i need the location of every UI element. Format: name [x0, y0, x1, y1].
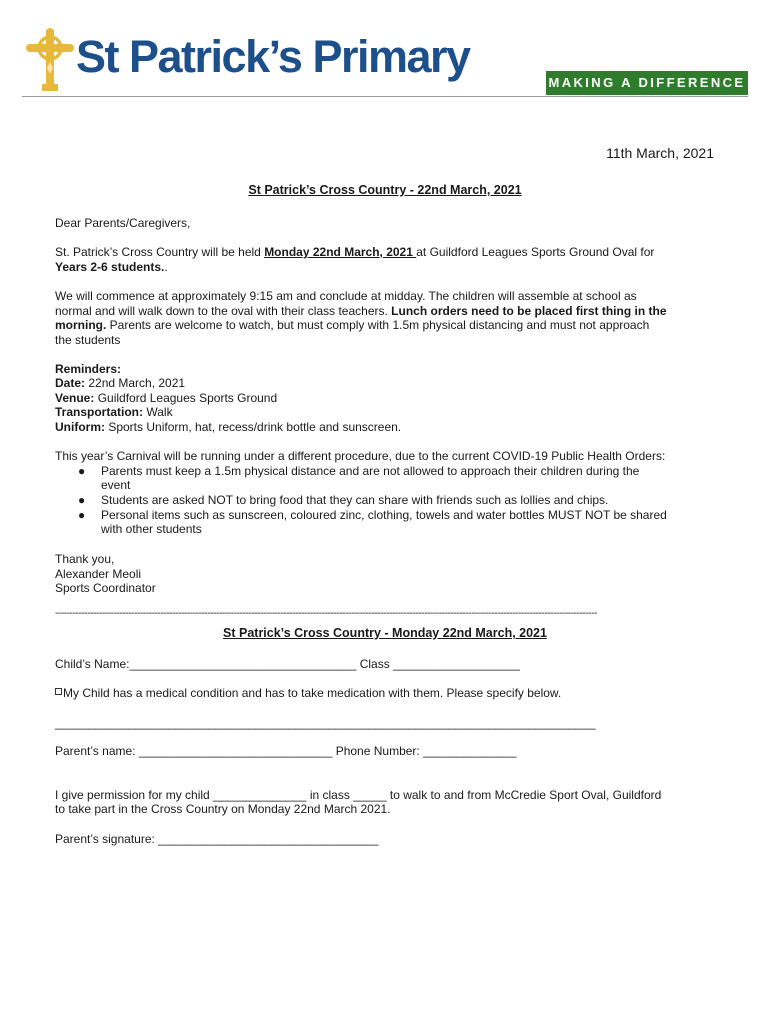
bullet-2-line-1: Students are asked NOT to bring food that they can share with friends such as lollies and chips.: [101, 493, 609, 507]
medical-checkbox[interactable]: [55, 688, 62, 695]
intro-text: St. Patrick’s Cross Country will be held: [55, 245, 265, 259]
school-name: St Patrick’s Primary: [76, 31, 470, 82]
child-name-field[interactable]: Child’s Name:__________________________________ Class ___________________: [55, 657, 520, 671]
para2-text-cont: Parents are welcome to watch, but must comply with 1.5m physical distancing and must not approach: [106, 318, 650, 332]
intro-period: .: [164, 260, 168, 274]
lunch-orders-emphasis: Lunch orders need to be placed first thing in the: [391, 304, 667, 318]
reminder-date-label: Date:: [55, 376, 86, 390]
reminder-venue-value: Guildford Leagues Sports Ground: [94, 391, 278, 405]
para2-line-1: We will commence at approximately 9:15 am and conclude at midday. The children will assemble at school as: [55, 289, 637, 303]
tear-off-divider: -----------------------------------------------------------------------------------------------------------------------------------------------------------------------------------------: [55, 608, 598, 619]
para2-line-4: the students: [55, 333, 121, 347]
bullet-1-line-2: event: [101, 478, 131, 492]
para2-text: normal and will walk down to the oval with their class teachers.: [55, 304, 392, 318]
reminders-heading: Reminders:: [55, 362, 122, 376]
permission-line-2: to take part in the Cross Country on Monday 22nd March 2021.: [55, 802, 391, 816]
para2-line-2: [55, 304, 667, 319]
bullet-1-line-1: Parents must keep a 1.5m physical distance and are not allowed to approach their children during the: [101, 464, 640, 478]
form-title: St Patrick’s Cross Country - Monday 22nd March, 2021: [223, 626, 547, 640]
covid-intro: This year’s Carnival will be running under a different procedure, due to the current COVID-19 Public Health Orders:: [55, 449, 666, 463]
intro-line-2: [55, 260, 168, 275]
event-date-emphasis: Monday 22nd March, 2021: [264, 245, 417, 259]
signoff-role: Sports Coordinator: [55, 581, 156, 595]
reminder-transport-value: Walk: [143, 405, 173, 419]
bullet-3-line-1: Personal items such as sunscreen, coloured zinc, clothing, towels and water bottles MUST NOT be shared: [101, 508, 667, 522]
parent-signature-field[interactable]: Parent’s signature: _________________________________: [55, 832, 379, 846]
medical-condition-row[interactable]: [55, 686, 561, 701]
signoff-name: Alexander Meoli: [55, 567, 142, 581]
years-emphasis: Years 2-6 students.: [55, 260, 165, 274]
reminder-venue: [55, 391, 277, 406]
header-divider: [22, 96, 748, 97]
parent-name-phone-field[interactable]: Parent’s name: _____________________________ Phone Number: ______________: [55, 744, 517, 758]
reminder-uniform-value: Sports Uniform, hat, recess/drink bottle and sunscreen.: [105, 420, 402, 434]
letter-date: 11th March, 2021: [606, 145, 714, 161]
reminder-transport-label: Transportation:: [55, 405, 144, 419]
signoff-thanks: Thank you,: [55, 552, 115, 566]
bullet-icon: ●: [78, 508, 86, 522]
permission-line-1[interactable]: I give permission for my child ______________ in class _____ to walk to and from McCredie Sport Oval, Guildford: [55, 788, 662, 802]
reminder-uniform-label: Uniform:: [55, 420, 105, 434]
intro-text-venue: at Guildford Leagues Sports Ground Oval for: [416, 245, 655, 259]
morning-emphasis: morning.: [55, 318, 107, 332]
letter-title: St Patrick’s Cross Country - 22nd March, 2021: [248, 183, 522, 197]
reminder-date-value: 22nd March, 2021: [85, 376, 186, 390]
salutation: Dear Parents/Caregivers,: [55, 216, 191, 230]
tagline-banner: MAKING A DIFFERENCE: [546, 71, 748, 95]
reminder-uniform: [55, 420, 401, 435]
medical-condition-label: My Child has a medical condition and has to take medication with them. Please specify below.: [63, 686, 562, 700]
bullet-icon: ●: [78, 464, 86, 478]
reminder-transport: [55, 405, 173, 420]
celtic-cross-logo-icon: [26, 28, 74, 92]
bullet-3-line-2: with other students: [101, 522, 202, 536]
reminder-venue-label: Venue:: [55, 391, 95, 405]
reminder-date: [55, 376, 185, 391]
medical-specify-field[interactable]: _________________________________________________________________________________: [55, 716, 596, 730]
bullet-icon: ●: [78, 493, 86, 507]
para2-line-3: [55, 318, 649, 333]
intro-line-1: [55, 245, 654, 260]
